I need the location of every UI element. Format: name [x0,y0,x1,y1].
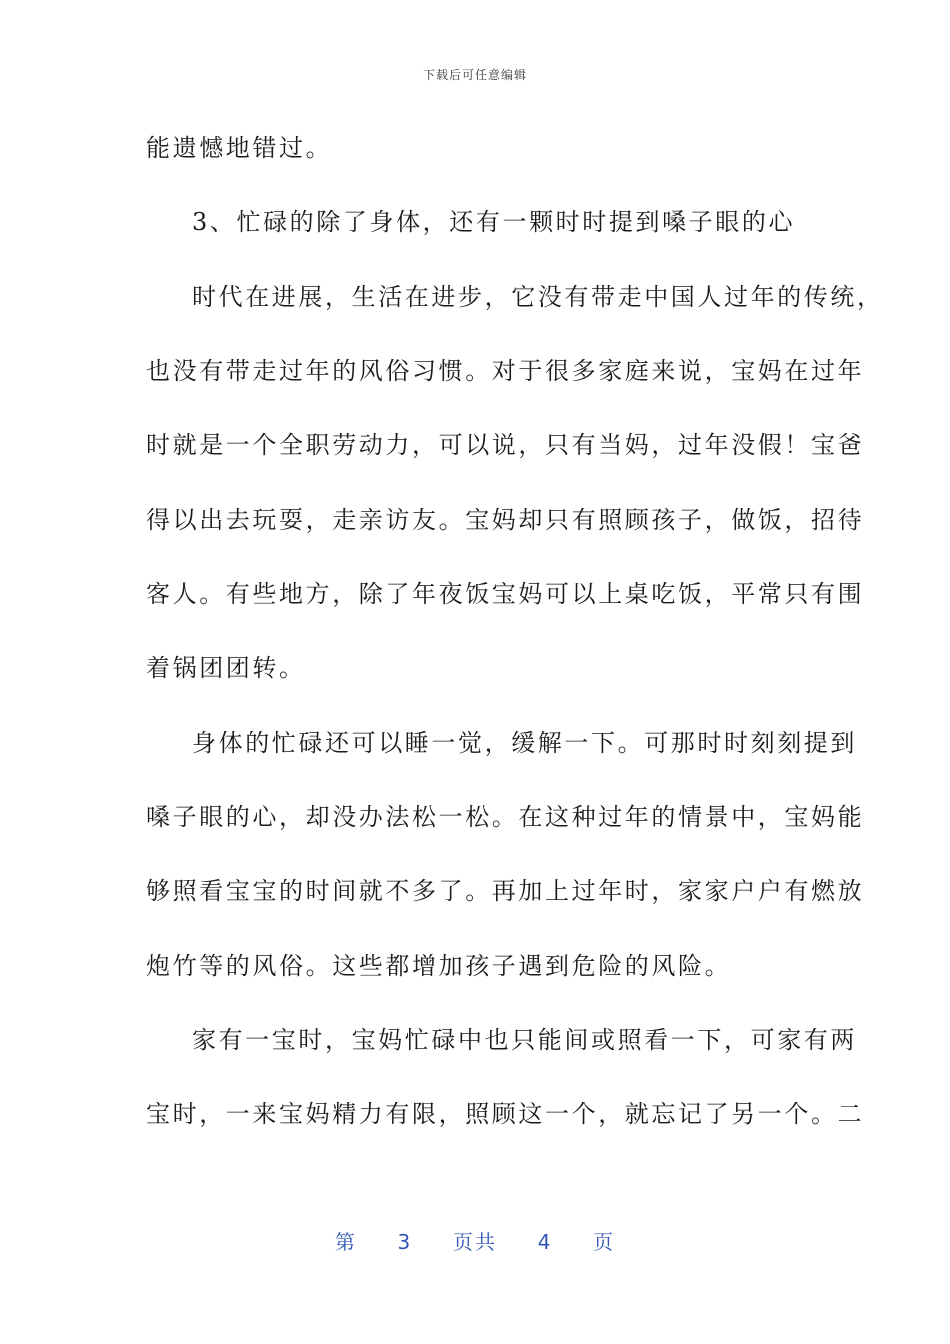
page-suffix: 页 [593,1230,616,1254]
page-of-label: 页共 [453,1230,497,1254]
total-pages: 4 [537,1230,553,1254]
body-line: 得以出去玩耍，走亲访友。宝妈却只有照顾孩子，做饭，招待 [146,506,865,534]
body-line: 客人。有些地方，除了年夜饭宝妈可以上桌吃饭，平常只有围 [146,580,865,608]
page-header: 下载后可任意编辑 [422,68,527,82]
page-label: 第 [334,1230,357,1254]
body-line: 身体的忙碌还可以睡一觉，缓解一下。可那时时刻刻提到 [192,729,857,757]
page-number: 3 [397,1230,413,1254]
body-line: 也没有带走过年的风俗习惯。对于很多家庭来说，宝妈在过年 [146,357,865,385]
body-line: 嗓子眼的心，却没办法松一松。在这种过年的情景中，宝妈能 [146,803,865,831]
section-heading: 3、忙碌的除了身体，还有一颗时时提到嗓子眼的心 [192,208,796,236]
body-line: 时代在进展，生活在进步，它没有带走中国人过年的传统， [192,283,884,311]
body-line: 够照看宝宝的时间就不多了。再加上过年时，家家户户有燃放 [146,877,865,905]
body-line: 炮竹等的风俗。这些都增加孩子遇到危险的风险。 [146,952,732,980]
body-line: 家有一宝时，宝妈忙碌中也只能间或照看一下，可家有两 [192,1026,857,1054]
body-line: 着锅团团转。 [146,654,306,682]
body-line: 时就是一个全职劳动力，可以说，只有当妈，过年没假！宝爸 [146,431,865,459]
page-footer [0,1226,950,1255]
body-line: 能遗憾地错过。 [146,134,333,162]
body-line: 宝时，一来宝妈精力有限，照顾这一个，就忘记了另一个。二 [146,1100,865,1128]
